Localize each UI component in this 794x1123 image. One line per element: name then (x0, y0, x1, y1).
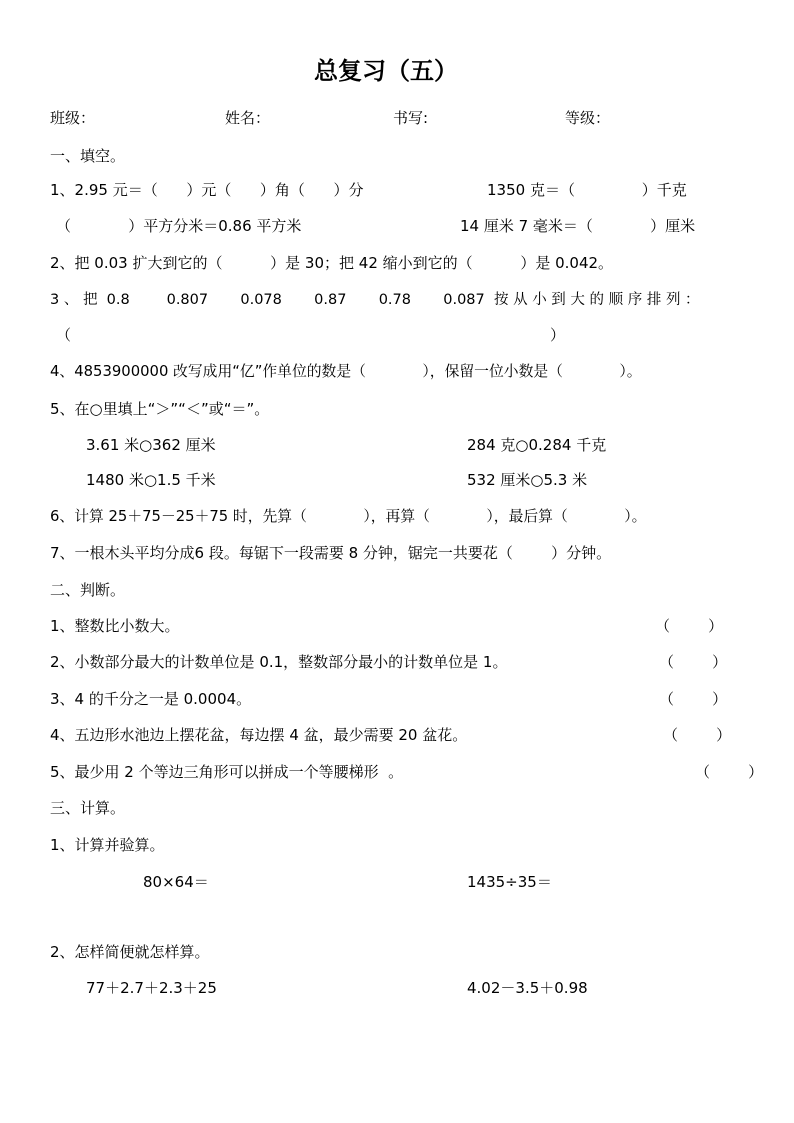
judge-paren-5: （ ） (695, 763, 764, 781)
grade-label: 等级： (565, 109, 611, 127)
q5-compare-a: 3.61 米○362 厘米 (86, 436, 216, 454)
calc-q2-heading: 2、怎样简便就怎样算。 (50, 943, 210, 961)
q1-line-a: 1、2.95 元＝（ ）元（ ）角（ ）分 (50, 181, 364, 199)
q1-line-b: 1350 克＝（ ）千克 (487, 181, 687, 199)
q3-close-paren: ） (550, 326, 566, 344)
judge-item-5: 5、最少用 2 个等边三角形可以拼成一个等腰梯形 。 (50, 763, 404, 781)
judge-paren-4: （ ） (663, 726, 732, 744)
writing-label: 书写: (393, 109, 429, 127)
name-label: 姓名： (225, 109, 271, 127)
judge-item-1: 1、整数比小数大。 (50, 617, 180, 635)
q4-line: 4、4853900000 改写成用“亿”作单位的数是（ ），保留一位小数是（ ）。 (50, 363, 642, 380)
q5-heading: 5、在○里填上“＞”“＜”或“＝”。 (50, 400, 270, 418)
section1-heading: 一、填空。 (50, 147, 126, 165)
q3-line: 3 、 把 0.8 0.807 0.078 0.87 0.78 0.087 按 从 小 到 大 的 顺 序 排 列 ： (50, 292, 700, 308)
section2-heading: 二、判断。 (50, 581, 126, 599)
calc-q1-b: 1435÷35＝ (467, 873, 552, 891)
page-title: 总复习（五） (314, 57, 458, 85)
q7-line: 7、一根木头平均分成6 段。每锯下一段需要 8 分钟，锯完一共要花（ ）分钟。 (50, 544, 612, 562)
judge-paren-3: （ ） (659, 690, 728, 708)
q5-compare-d: 532 厘米○5.3 米 (467, 471, 588, 489)
q2-line: 2、把 0.03 扩大到它的（ ）是 30；把 42 缩小到它的（ ）是 0.042。 (50, 254, 614, 272)
judge-item-2: 2、小数部分最大的计数单位是 0.1，整数部分最小的计数单位是 1。 (50, 653, 508, 671)
judge-item-4: 4、五边形水池边上摆花盆，每边摆 4 盆，最少需要 20 盆花。 (50, 726, 468, 744)
calc-q1-heading: 1、计算并验算。 (50, 836, 165, 854)
calc-q1-a: 80×64＝ (143, 873, 209, 891)
q3-open-paren: （ (56, 326, 72, 344)
judge-item-3: 3、4 的千分之一是 0.0004。 (50, 690, 252, 708)
q1-line-c: （ ）平方分米＝0.86 平方米 (56, 217, 302, 235)
judge-paren-1: （ ） (655, 617, 724, 635)
class-label: 班级： (50, 109, 96, 127)
q5-compare-c: 1480 米○1.5 千米 (86, 471, 216, 489)
q6-line: 6、计算 25＋75－25＋75 时，先算（ ），再算（ ），最后算（ ）。 (50, 508, 647, 525)
section3-heading: 三、计算。 (50, 799, 126, 817)
calc-q2-a: 77＋2.7＋2.3＋25 (86, 979, 217, 997)
calc-q2-b: 4.02－3.5＋0.98 (467, 979, 588, 997)
judge-paren-2: （ ） (659, 653, 728, 671)
q1-line-d: 14 厘米 7 毫米＝（ ）厘米 (460, 217, 696, 235)
q5-compare-b: 284 克○0.284 千克 (467, 436, 607, 454)
